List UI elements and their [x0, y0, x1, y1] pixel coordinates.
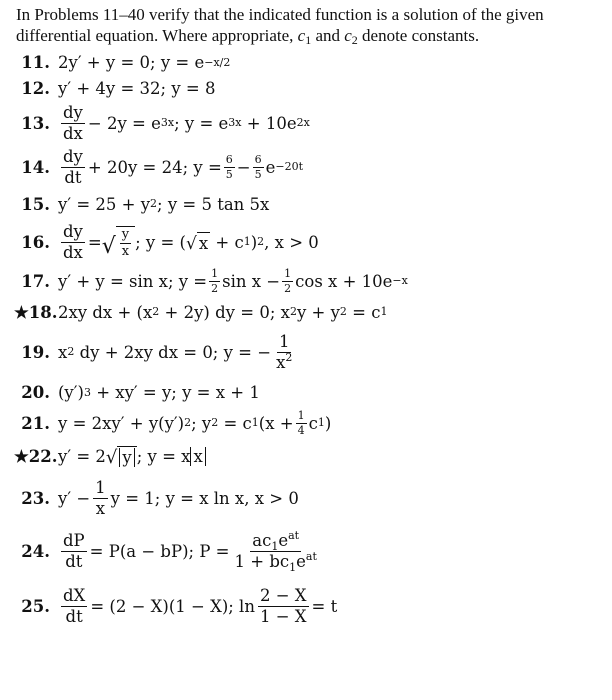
denominator-base: x	[276, 352, 286, 372]
numerator: 2 − X	[259, 586, 307, 606]
eq-text: y′ = 25 + y	[58, 194, 151, 214]
numerator: dX	[63, 586, 86, 606]
numerator: 1	[284, 266, 292, 280]
problem-number-text: 22.	[28, 446, 58, 466]
eq-text: dy + 2xy dx = 0; y = −	[79, 342, 272, 362]
eq-text: )	[250, 232, 258, 252]
instructions	[16, 4, 602, 46]
absolute-value: x	[190, 447, 205, 466]
problem-number: 23.	[21, 488, 50, 508]
equation: y′ + 4y = 32; y = 8	[58, 78, 216, 98]
equation: x 2 dy + 2xy dx = 0; y = − $\frac{1}{x^2}$	[58, 332, 293, 372]
c2-subscript: 2	[351, 33, 358, 47]
denominator: dt	[65, 606, 83, 626]
eq-text: ; y = x	[136, 446, 191, 466]
equation: $\frac{dy}{dt}$ + 20y = 24; y = $\frac{6}{5}$ − $\frac{6}{5}$ e −20t	[63, 147, 304, 187]
equation: $\frac{dy}{dx}$ − 2y = e 3x ; y = e 3x + 10e 2x	[63, 103, 310, 143]
eq-text: ; y	[191, 413, 212, 433]
eq-text: = c	[352, 302, 381, 322]
eq-text: = P(a − bP); P =	[89, 541, 230, 561]
eq-text: ; y = 5 tan 5x	[157, 194, 270, 214]
eq-text: y = 2xy′ + y(y′)	[58, 413, 185, 433]
numerator: 1	[278, 332, 290, 352]
denominator-text: e	[296, 551, 306, 571]
denominator-text: 1 + bc	[234, 551, 290, 571]
equation: y = 2xy′ + y(y′) 2 ; y 2 = c 1 (x + $\frac{1}{4}$ c 1 )	[58, 408, 332, 437]
radical-sign: √	[105, 446, 118, 468]
eq-text: 2y′ + y = 0; y = e	[58, 53, 205, 72]
problem-23	[14, 474, 602, 522]
exponent: at	[288, 529, 300, 543]
eq-text: ; y = e	[174, 113, 229, 133]
equation: y′ + y = sin x; y = $\frac{1}{2}$ sin x − $\frac{1}{2}$ cos x + 10e −x	[58, 266, 408, 295]
eq-text: = (2 − X)(1 − X); ln	[90, 596, 255, 616]
eq-text: y′ = 2	[58, 446, 106, 466]
and-text: and	[315, 26, 340, 45]
equation: 2xy dx + (x 2 + 2y) dy = 0; x 2 y + y 2 = c 1	[58, 302, 388, 322]
square-root	[186, 232, 210, 253]
equation: $\frac{dy}{dx}$ = √ $\frac{y}{x}$ ; y = ( √ x + c 1 ) 2 , x > 0	[63, 222, 319, 262]
problem-13	[14, 101, 602, 145]
square-root	[102, 226, 135, 258]
minus-sign: −	[236, 157, 251, 177]
fraction	[120, 228, 131, 258]
eq-text: y′ + y = sin x; y =	[58, 271, 208, 291]
radical-sign: √	[186, 233, 197, 254]
denominator: dt	[65, 551, 83, 571]
eq-text: + xy′ = y; y = x + 1	[96, 383, 260, 402]
eq-text: y + y	[296, 302, 340, 322]
problem-15	[14, 189, 602, 219]
denominator: dx	[63, 242, 83, 262]
numerator: 1	[211, 266, 219, 280]
fraction	[93, 479, 108, 517]
numerator: 1	[297, 408, 305, 422]
instructions-line-2	[16, 25, 602, 46]
denominator: x	[95, 498, 106, 518]
problem-number: 13.	[21, 113, 50, 133]
denominator	[233, 549, 319, 574]
instructions-text: differential equation. Where appropriate,	[16, 26, 294, 45]
fraction	[253, 154, 264, 180]
eq-text: y′ −	[58, 488, 91, 508]
problem-24	[14, 522, 602, 580]
equals-sign: =	[87, 232, 102, 252]
derivative-fraction	[61, 104, 85, 142]
eq-text: sin x −	[222, 271, 281, 291]
denominator: 1 − X	[259, 606, 307, 626]
numerator: 6	[254, 152, 262, 166]
problem-number-text: 18.	[28, 302, 58, 322]
exponent: 2	[285, 350, 293, 364]
problem-number: 15.	[21, 194, 50, 214]
fraction	[296, 410, 307, 436]
derivative-fraction	[61, 148, 85, 186]
eq-text: ; y = (	[135, 232, 186, 252]
radicand	[117, 446, 136, 467]
eq-text: + 20y = 24; y =	[87, 157, 222, 177]
eq-text: (y′)	[58, 383, 84, 402]
problem-number: 20.	[21, 383, 50, 402]
eq-text: y = 1; y = x ln x, x > 0	[110, 488, 299, 508]
fraction	[209, 268, 220, 294]
denominator: dx	[63, 123, 83, 143]
eq-text: = t	[311, 596, 338, 616]
eq-text: , x > 0	[264, 232, 319, 252]
problem-number: 19.	[21, 342, 50, 362]
numerator: dP	[63, 531, 85, 551]
problem-12	[14, 75, 602, 101]
problem-number: 24.	[21, 541, 50, 561]
numerator: y	[121, 226, 130, 242]
equation	[58, 587, 337, 625]
problem-number: 17.	[21, 271, 50, 291]
denominator: 5	[225, 167, 233, 181]
eq-text: c	[308, 413, 318, 433]
problem-16	[14, 219, 602, 265]
subscript: 1	[271, 540, 279, 554]
eq-text: + c	[215, 232, 244, 252]
square-root	[106, 446, 137, 467]
denominator: dt	[64, 167, 82, 187]
eq-text: + 2y) dy = 0; x	[164, 302, 290, 322]
problem-11	[14, 50, 602, 75]
denominator: 2	[284, 281, 292, 295]
problem-number: 12.	[21, 78, 50, 98]
radical-sign: √	[101, 234, 116, 260]
fraction	[274, 333, 294, 371]
numerator: 6	[225, 152, 233, 166]
numerator: dy	[63, 222, 83, 242]
derivative-fraction	[61, 223, 85, 261]
numerator-text: ac	[252, 531, 272, 551]
fraction	[224, 154, 235, 180]
c2-symbol: c	[344, 26, 352, 45]
problem-20	[14, 377, 602, 408]
c1-subscript: 1	[305, 33, 312, 47]
numerator: dy	[63, 147, 83, 167]
problem-14	[14, 145, 602, 189]
fraction	[282, 268, 293, 294]
numerator: 1	[95, 478, 106, 498]
eq-text: cos x + 10e	[295, 271, 393, 291]
eq-text: )	[324, 413, 332, 433]
fraction	[233, 529, 319, 574]
problem-number: 21.	[21, 413, 50, 433]
eq-text: − 2y = e	[87, 113, 161, 133]
numerator-text: e	[278, 531, 289, 551]
problem-18	[14, 297, 602, 327]
problem-25	[14, 580, 602, 632]
numerator: dy	[63, 103, 83, 123]
problem-21	[14, 408, 602, 438]
star-icon: ★	[14, 302, 29, 322]
eq-text: = c	[223, 413, 252, 433]
denominator	[274, 350, 294, 372]
absolute-value: y	[119, 448, 134, 467]
instructions-line-1: In Problems 11–40 verify that the indicated function is a solution of the given	[16, 5, 544, 24]
star-icon: ★	[14, 446, 29, 466]
exponent: at	[305, 549, 317, 563]
denominator: x	[121, 243, 130, 259]
radicand	[116, 226, 135, 258]
instructions-text-end: denote constants.	[362, 26, 480, 45]
eq-text: (x +	[258, 413, 294, 433]
problem-number: 14.	[21, 157, 50, 177]
problem-number: 11.	[21, 53, 50, 72]
eq-text: 2xy dx + (x	[58, 302, 153, 322]
fraction	[258, 587, 309, 625]
equation	[58, 529, 322, 574]
subscript: 1	[289, 560, 297, 574]
problem-22	[14, 438, 602, 474]
equation: (y′) 3 + xy′ = y; y = x + 1	[58, 383, 260, 402]
equation: 2y′ + y = 0; y = e −x/2	[58, 53, 231, 72]
denominator: 4	[297, 423, 305, 437]
radicand: x	[198, 233, 209, 253]
numerator	[250, 529, 301, 554]
problem-17	[14, 265, 602, 297]
problem-number	[14, 446, 58, 466]
problem-number: 16.	[21, 232, 50, 252]
derivative-fraction	[61, 532, 87, 570]
equation	[58, 446, 206, 467]
denominator: 5	[254, 167, 262, 181]
problem-number: 25.	[21, 596, 50, 616]
eq-text: e	[265, 157, 276, 177]
eq-text: + 10e	[246, 113, 297, 133]
denominator: 2	[211, 281, 219, 295]
eq-text: x	[58, 342, 68, 362]
c1-symbol: c	[297, 26, 306, 45]
equation	[58, 479, 299, 517]
equation: y′ = 25 + y 2 ; y = 5 tan 5x	[58, 194, 270, 214]
problem-19	[14, 327, 602, 377]
problem-number	[14, 302, 58, 322]
derivative-fraction	[61, 587, 87, 625]
